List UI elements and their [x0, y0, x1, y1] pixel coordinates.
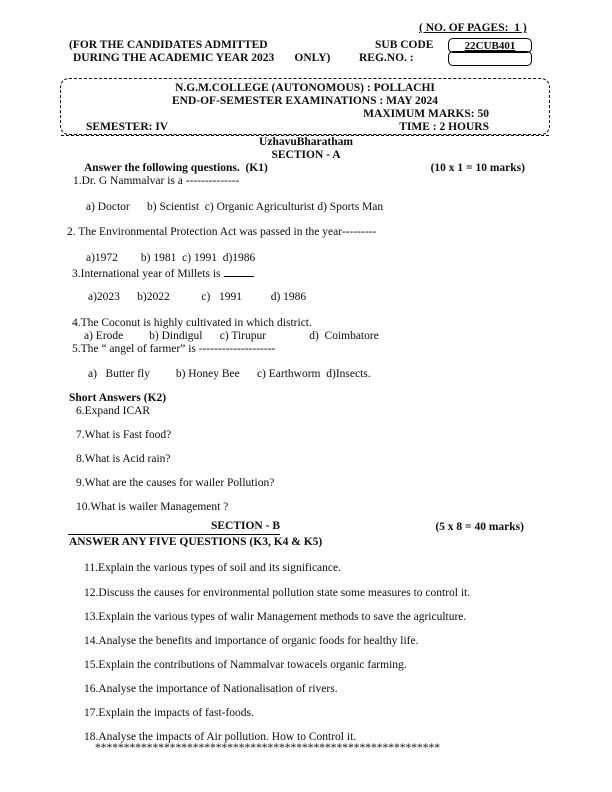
question-9: 9.What are the causes for wailer Pollution? [76, 477, 275, 489]
sub-code-label: SUB CODE [375, 39, 434, 51]
reg-no-box [448, 51, 532, 66]
question-5: 5.The “ angel of farmer” is -------------------- [72, 343, 276, 355]
question-1: 1.Dr. G Nammalvar is a -------------- [73, 175, 240, 187]
section-b-instruction: ANSWER ANY FIVE QUESTIONS (K3, K4 & K5) [69, 536, 323, 548]
question-3-blank-line [224, 265, 254, 277]
question-10: 10.What is wailer Management ? [76, 501, 229, 513]
section-b-marks: (5 x 8 = 40 marks) [435, 521, 524, 533]
question-4: 4.The Coconut is highly cultivated in which district. [72, 317, 312, 329]
stars-footer: ************************************************************ [95, 742, 440, 754]
section-a-heading: SECTION - A [271, 149, 341, 161]
question-3 [72, 265, 254, 281]
paper-title: UzhavuBharatham [259, 136, 353, 148]
sub-code-value: 22CUB401 [464, 39, 516, 52]
question-2-options: a)1972 b) 1981 c) 1991 d)1986 [86, 252, 256, 264]
exam-header-box [60, 78, 550, 135]
section-a-marks: (10 x 1 = 10 marks) [430, 162, 525, 174]
question-15: 15.Explain the contributions of Nammalvar towacels organic farming. [84, 659, 407, 671]
question-13: 13.Explain the various types of walir Management methods to save the agriculture. [84, 611, 467, 623]
section-a-instruction: Answer the following questions. (K1) [84, 162, 268, 174]
question-7: 7.What is Fast food? [76, 429, 172, 441]
section-b-heading: SECTION - B [68, 520, 280, 535]
question-18: 18.Analyse the impacts of Air pollution. How to Control it. [84, 731, 357, 743]
reg-no-label: REG.NO. : [359, 52, 414, 64]
exam-time: TIME : 2 HOURS [399, 121, 489, 133]
candidates-note-line2: DURING THE ACADEMIC YEAR 2023 ONLY) [73, 52, 331, 64]
question-16: 16.Analyse the importance of Nationalisation of rivers. [84, 683, 338, 695]
question-8: 8.What is Acid rain? [76, 453, 171, 465]
exam-session: END-OF-SEMESTER EXAMINATIONS : MAY 2024 [171, 95, 438, 107]
question-14: 14.Analyse the benefits and importance of organic foods for healthy life. [84, 635, 419, 647]
question-6: 6.Expand ICAR [76, 405, 151, 417]
question-17: 17.Explain the impacts of fast-foods. [84, 707, 254, 719]
question-11: 11.Explain the various types of soil and its significance. [84, 562, 341, 574]
candidates-note-line1: (FOR THE CANDIDATES ADMITTED [69, 39, 268, 51]
question-2: 2. The Environmental Protection Act was passed in the year--------- [67, 226, 377, 238]
question-5-options: a) Butter fly b) Honey Bee c) Earthworm d)Insects. [88, 368, 371, 380]
semester-time-row [61, 121, 549, 136]
no-of-pages: ( NO. OF PAGES: 1 ) [419, 22, 527, 34]
short-answers-heading: Short Answers (K2) [69, 392, 167, 404]
college-name: N.G.M.COLLEGE (AUTONOMOUS) : POLLACHI [175, 82, 435, 94]
question-1-options: a) Doctor b) Scientist c) Organic Agriculturist d) Sports Man [86, 201, 384, 213]
question-3-text: 3.International year of Millets is [72, 268, 221, 280]
question-4-options: a) Erode b) Dindigul c) Tirupur d) Coimbatore [84, 330, 379, 342]
question-12: 12.Discuss the causes for environmental pollution state some measures to control it. [84, 587, 471, 599]
question-3-options: a)2023 b)2022 c) 1991 d) 1986 [88, 291, 307, 303]
semester: SEMESTER: IV [86, 121, 169, 133]
max-marks: MAXIMUM MARKS: 50 [363, 108, 489, 120]
